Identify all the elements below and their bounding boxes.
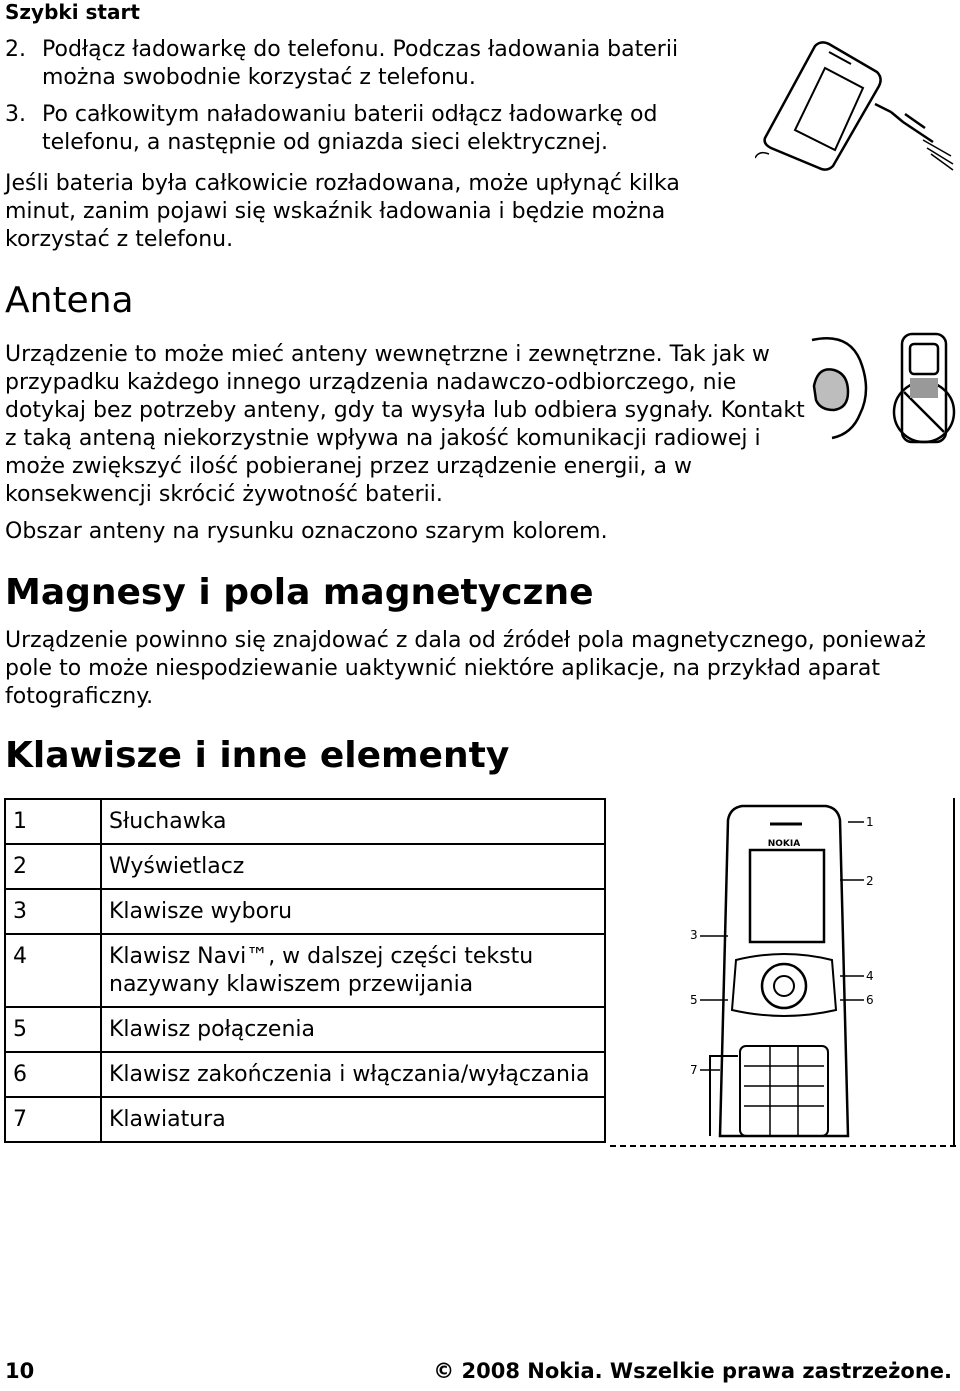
step-text: Podłącz ładowarkę do telefonu. Podczas ładowania baterii można swobodnie korzystać z telefonu. xyxy=(42,37,679,90)
key-label: Klawisz zakończenia i włączania/wyłączania xyxy=(101,1052,605,1097)
dashed-divider xyxy=(610,1145,956,1147)
key-label: Słuchawka xyxy=(101,799,605,844)
callout-label: 4 xyxy=(866,969,874,983)
key-label: Wyświetlacz xyxy=(101,844,605,889)
table-row xyxy=(5,1097,605,1142)
callout-label: 3 xyxy=(690,928,698,942)
key-number: 1 xyxy=(5,799,101,844)
table-row xyxy=(5,889,605,934)
magnets-title: Magnesy i pola magnetyczne xyxy=(5,572,594,613)
key-label: Klawiatura xyxy=(101,1097,605,1142)
key-label: Klawisz połączenia xyxy=(101,1007,605,1052)
table-row xyxy=(5,799,605,844)
key-number: 7 xyxy=(5,1097,101,1142)
callout-label: 5 xyxy=(690,993,698,1007)
page-number: 10 xyxy=(5,1359,35,1383)
antenna-body: Urządzenie to może mieć anteny wewnętrzne i zewnętrzne. Tak jak w przypadku każdego innego urządzenia nadawczo-odbiorczego, nie dotykaj bez potrzeby anteny, gdy ta wysyła lub odbiera sygnały. Kontakt z taką anteną niekorzystnie wpływa na jakość komunikacji radiowej i może zwiększyć ilość pobieranej przez urządzenie energii, a w konsekwencji skrócić żywotność baterii. xyxy=(5,342,805,507)
table-row xyxy=(5,844,605,889)
table-row xyxy=(5,1052,605,1097)
antenna-title: Antena xyxy=(5,280,134,321)
charging-steps xyxy=(5,36,735,166)
key-number: 5 xyxy=(5,1007,101,1052)
phone-brand-text: NOKIA xyxy=(767,839,801,849)
section-header: Szybki start xyxy=(5,0,140,24)
magnets-body: Urządzenie powinno się znajdować z dala od źródeł pola magnetycznego, ponieważ pole to może niespodziewanie uaktywnić niektóre aplikacje, na przykład aparat fotograficzny. xyxy=(5,628,926,709)
step-item xyxy=(5,101,735,157)
table-row xyxy=(5,934,605,1007)
callout-label: 6 xyxy=(866,993,874,1007)
frame-line xyxy=(953,798,955,1146)
phone-front-diagram-icon xyxy=(680,800,880,1145)
table-row xyxy=(5,1007,605,1052)
key-label: Klawisz Navi™, w dalszej części tekstu nazywany klawiszem przewijania xyxy=(101,934,605,1007)
key-number: 6 xyxy=(5,1052,101,1097)
callout-label: 7 xyxy=(690,1063,698,1077)
step-text: Po całkowitym naładowaniu baterii odłącz ładowarkę od telefonu, a następnie od gniazda sieci elektrycznej. xyxy=(42,102,658,155)
key-number: 2 xyxy=(5,844,101,889)
antenna-note: Obszar anteny na rysunku oznaczono szarym kolorem. xyxy=(5,519,608,544)
phone-charging-icon xyxy=(755,38,955,173)
callout-label: 2 xyxy=(866,874,874,888)
keys-title: Klawisze i inne elementy xyxy=(5,735,510,776)
key-number: 4 xyxy=(5,934,101,1007)
step-item xyxy=(5,36,735,92)
antenna-warning-icon xyxy=(808,330,960,450)
step-number: 3. xyxy=(5,102,26,127)
charging-note: Jeśli bateria była całkowicie rozładowana, może upłynąć kilka minut, zanim pojawi się wskaźnik ładowania i będzie można korzystać z telefonu. xyxy=(5,171,680,252)
callout-label: 1 xyxy=(866,815,874,829)
keys-table xyxy=(4,798,606,1143)
copyright: © 2008 Nokia. Wszelkie prawa zastrzeżone. xyxy=(433,1359,952,1383)
key-label: Klawisze wyboru xyxy=(101,889,605,934)
key-number: 3 xyxy=(5,889,101,934)
step-number: 2. xyxy=(5,37,26,62)
